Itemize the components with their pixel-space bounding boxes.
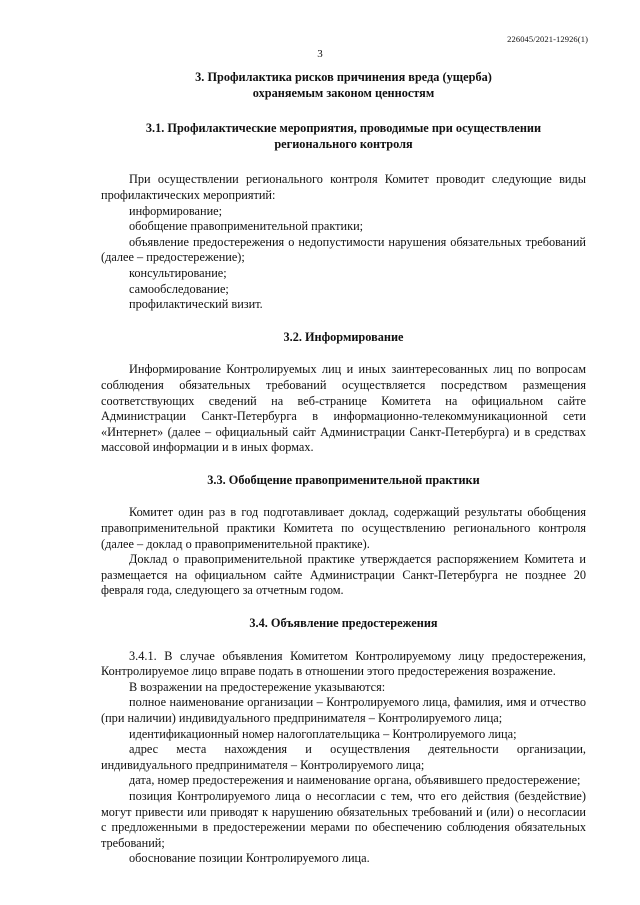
section-3-1-title-line-2: регионального контроля (274, 136, 413, 151)
section-3-title-line-2: охраняемым законом ценностям (252, 85, 435, 100)
section-3-title-line-1: 3. Профилактика рисков причинения вреда (ущерба) (195, 70, 492, 84)
document-id: 226045/2021-12926(1) (507, 34, 588, 44)
section-3-4-title: 3.4. Объявление предостережения (249, 616, 438, 631)
section-3-3-title: 3.3. Обобщение правоприменительной практики (207, 472, 480, 487)
objection-item: адрес места нахождения и осуществления деятельности организации, индивидуального предпринимателя – Контролируемого лица; (101, 742, 586, 772)
objection-item: обоснование позиции Контролируемого лица. (129, 851, 370, 866)
measure-item: обобщение правоприменительной практики; (129, 219, 364, 234)
objection-item: полное наименование организации – Контролируемого лица, фамилия, имя и отчество (при наличии) индивидуального предпринимателя – Контролируемого лица; (101, 695, 586, 725)
measure-item: информирование; (129, 203, 223, 218)
measure-item: самообследование; (129, 281, 229, 296)
section-3-1-intro: При осуществлении регионального контроля Комитет проводит следующие виды профилактических мероприятий: (101, 172, 586, 202)
objection-item: позиция Контролируемого лица о несогласии с тем, что его действия (бездействие) могут привести или приводят к нарушению обязательных требований и (или) о несогласии с предложенными в предостережении мерами по обеспечению соблюдения обязательных требований; (101, 788, 586, 850)
section-3-2-title: 3.2. Информирование (283, 329, 404, 344)
measure-item: объявление предостережения о недопустимости нарушения обязательных требований (далее – предостережение); (101, 234, 586, 265)
document-body (101, 70, 586, 867)
section-3-3-paragraph-1: Комитет один раз в год подготавливает доклад, содержащий результаты обобщения правоприменительной практики Комитета по осуществлению регионального контроля (далее – доклад о правоприменительной практике). (101, 505, 586, 551)
section-3-3-paragraph-2: Доклад о правоприменительной практике утверждается распоряжением Комитета и размещается на официальном сайте Администрации Санкт-Петербурга не позднее 20 февраля года, следующего за отчетным годом. (101, 552, 586, 598)
section-3-2-text: Информирование Контролируемых лиц и иных заинтересованных лиц по вопросам соблюдения обязательных требований осуществляется посредством размещения соответствующих сведений на веб-странице Комитета на официальном сайте Администрации Санкт-Петербурга в информационно-телекоммуникационной сети «Интернет» (далее – официальный сайт Администрации Санкт-Петербурга) и в средствах массовой информации и в иных формах. (101, 362, 586, 455)
page-number: 3 (317, 48, 323, 60)
section-3-4-paragraph-2: В возражении на предостережение указываются: (129, 679, 386, 694)
section-3-4-paragraph-1: 3.4.1. В случае объявления Комитетом Контролируемому лицу предостережения, Контролируемое лицо вправе подать в отношении этого предостережения возражение. (101, 648, 586, 679)
measure-item: консультирование; (129, 265, 227, 280)
objection-item: идентификационный номер налогоплательщика – Контролируемого лица; (129, 726, 517, 741)
objection-item: дата, номер предостережения и наименование органа, объявившего предостережение; (129, 773, 581, 788)
section-3-1-title-line-1: 3.1. Профилактические мероприятия, проводимые при осуществлении (145, 121, 542, 136)
measure-item: профилактический визит. (129, 297, 263, 312)
